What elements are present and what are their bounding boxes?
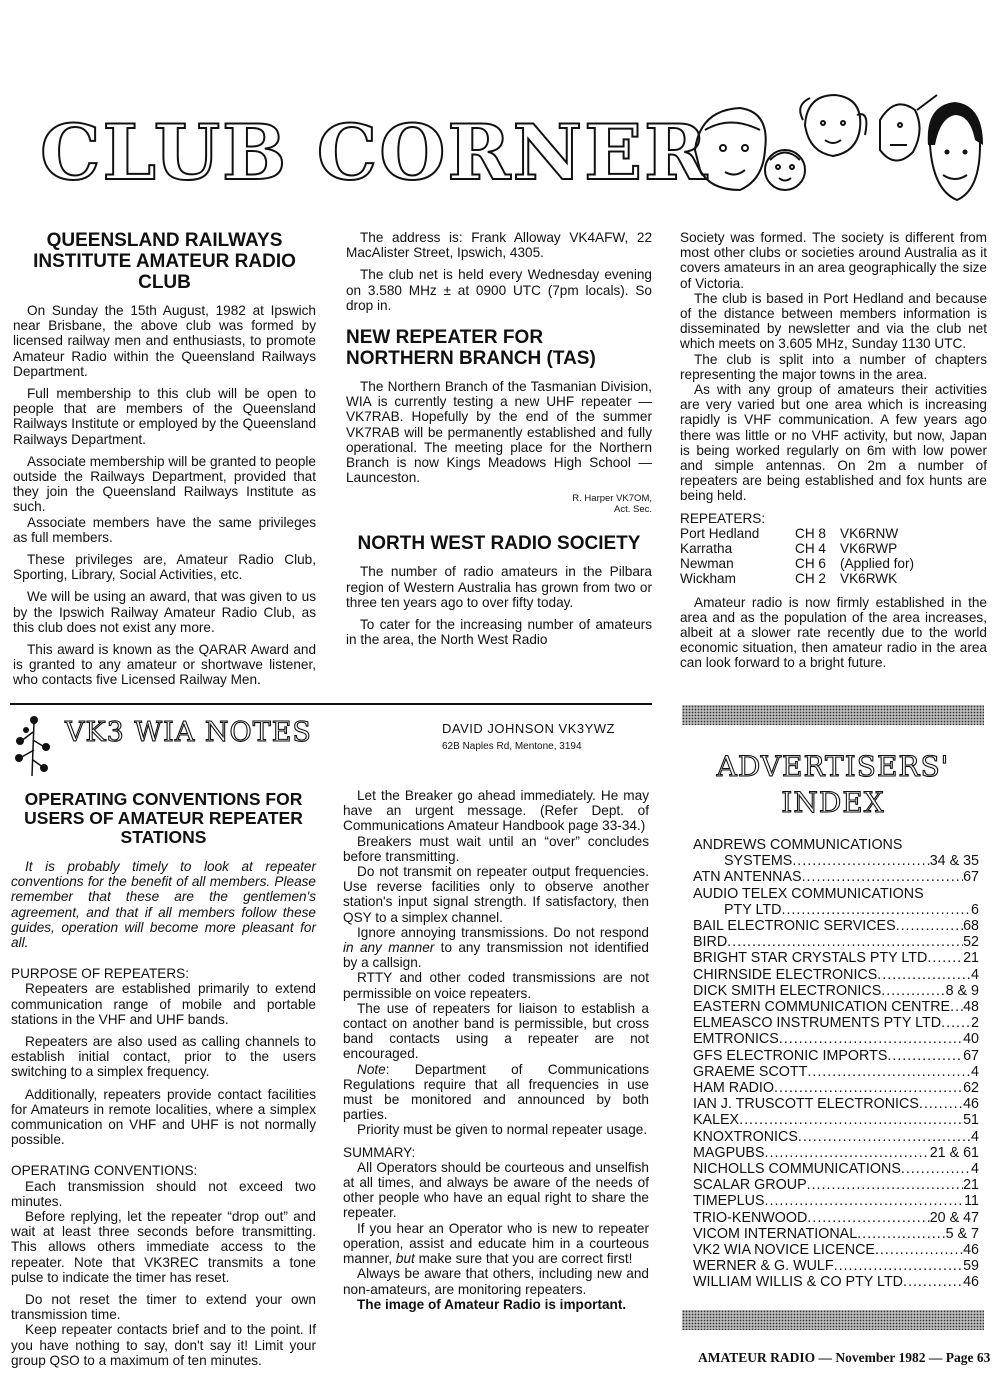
convention-paragraph: Priority must be given to normal repeater usage.: [357, 1122, 648, 1138]
advertiser-name: BIRD: [693, 934, 728, 951]
note-emphasis: Note: [357, 1061, 386, 1077]
convention-paragraph: Before replying, let the repeater “drop out” and wait at least three seconds before transmitting. This allows others immediate access to the repeater. Note that VK3REC transmits a tone pulse to indicate the timer has reset.: [11, 1209, 316, 1285]
repeater-town: Newman: [680, 556, 734, 572]
advertiser-page: 62: [963, 1080, 979, 1097]
nw-paragraph: As with any group of amateurs their activities are very varied but one area which is increasing rapidly is VHF communication. A few years ago there was little or no VHF activity, but now, Japan is being worked regularly on 6m with low power and simple antennas. On 2m a number of repeaters are being established and fox hunts are being held.: [680, 382, 987, 504]
advertiser-entry: [693, 1015, 979, 1031]
qr-paragraph: Associate members have the same privileges as full members.: [13, 514, 316, 545]
advertiser-entry: [693, 1145, 979, 1161]
advertiser-name: BAIL ELECTRONIC SERVICES: [693, 918, 896, 935]
advertiser-entry: [693, 1242, 979, 1258]
dot-leader: [802, 869, 964, 885]
advertiser-entry: [693, 950, 979, 966]
advertiser-name: GFS ELECTRONIC IMPORTS: [693, 1047, 888, 1064]
advertisers-index-list: [693, 837, 979, 1291]
advertiser-entry: [693, 869, 979, 885]
advertiser-page: 48: [963, 999, 979, 1016]
convention-text: to any transmission not identified by a callsign.: [343, 940, 649, 971]
advertiser-entry: [693, 1080, 979, 1096]
dot-leader: [881, 983, 945, 999]
dot-leader: [798, 1129, 971, 1145]
summary-closing: The image of Amateur Radio is important.: [357, 1296, 627, 1312]
stipple-bar-top: [682, 705, 984, 725]
dot-leader: [765, 1193, 965, 1209]
advertiser-entry: [693, 1096, 979, 1112]
repeaters-table: [680, 526, 987, 587]
conventions-label: OPERATING CONVENTIONS:: [11, 1163, 198, 1179]
advertiser-page: 46: [963, 1096, 979, 1113]
wattle-icon: [10, 712, 60, 778]
advertiser-entry: [693, 999, 979, 1015]
advertiser-name: KNOXTRONICS: [693, 1128, 798, 1145]
advertiser-name: BRIGHT STAR CRYSTALS PTY LTD: [693, 950, 928, 967]
dot-leader: [774, 1080, 963, 1096]
qr-paragraph: The address is: Frank Alloway VK4AFW, 22 MacAlister Street, Ipswich, 4305.: [346, 230, 652, 261]
advertiser-name: GRAEME SCOTT: [693, 1063, 808, 1080]
dot-leader: [927, 950, 963, 966]
tas-signature-title: Act. Sec.: [613, 504, 652, 516]
dot-leader: [792, 853, 929, 869]
club-corner-banner: CLUB CORNER: [40, 108, 710, 197]
nw-paragraph: To cater for the increasing number of amateurs in the area, the North West Radio: [346, 617, 652, 648]
vk3-wia-notes-title: VK3 WIA NOTES: [65, 717, 312, 748]
author-name: DAVID JOHNSON VK3YWZ: [442, 721, 616, 736]
advertiser-page: 4: [971, 1128, 979, 1145]
author-address: 62B Naples Rd, Mentone, 3194: [442, 741, 582, 752]
advertiser-entry: [693, 1161, 979, 1177]
advertiser-page: 2: [971, 1015, 979, 1032]
qr-paragraph: This award is known as the QARAR Award and is granted to any amateur or shortwave listener, who contacts five Licensed Railway Men.: [13, 642, 316, 688]
purpose-paragraph: Additionally, repeaters provide contact facilities for Amateurs in remote localities, where a simplex communication on VHF and UHF is not normally possible.: [11, 1086, 316, 1148]
advertiser-name: WERNER & G. WULF: [693, 1258, 834, 1275]
summary-paragraph: Always be aware that others, including new and non-amateurs, are monitoring repeaters.: [343, 1266, 649, 1297]
advertiser-page: 67: [963, 1047, 979, 1064]
convention-paragraph: Do not transmit on repeater output frequencies. Use reverse facilities only to observe another station's input signal strength. If satisfactory, then QSY to a simplex channel.: [343, 864, 649, 925]
advertiser-name: AUDIO TELEX COMMUNICATIONS: [693, 885, 924, 902]
advertiser-page: 68: [963, 918, 979, 935]
convention-paragraph: Let the Breaker go ahead immediately. He may have an urgent message. (Refer Dept. of Communications Amateur Handbook page 33-34.): [343, 788, 649, 834]
summary-text: If you hear an Operator who is new to repeater operation, assist and educate him in a courteous manner,: [343, 1220, 649, 1267]
purpose-paragraph: Repeaters are also used as calling channels to establish initial contact, prior to the users switching to a simplex frequency.: [11, 1034, 316, 1080]
convention-paragraph: [343, 925, 649, 971]
repeater-callsign: VK6RWP: [840, 541, 898, 557]
advertiser-entry: [693, 1258, 979, 1274]
advertiser-name: VK2 WIA NOVICE LICENCE: [693, 1242, 875, 1259]
qr-paragraph: These privileges are, Amateur Radio Club, Sporting, Library, Social Activities, etc.: [13, 552, 316, 583]
dot-leader: [875, 1242, 963, 1258]
convention-paragraph: [343, 1062, 649, 1123]
dot-leader: [887, 1048, 963, 1064]
tas-signature-name: R. Harper VK7OM,: [572, 493, 652, 505]
advertiser-entry: [693, 1193, 979, 1209]
advertiser-page: 34 & 35: [929, 853, 979, 870]
repeater-town: Port Hedland: [680, 525, 760, 541]
advertiser-page: 67: [963, 869, 979, 886]
advertiser-name: KALEX: [693, 1112, 740, 1129]
advertiser-name: TIMEPLUS: [693, 1193, 765, 1210]
advertiser-name: EMTRONICS: [693, 1031, 779, 1048]
advertiser-page: 8 & 9: [945, 982, 979, 999]
dot-leader: [877, 967, 971, 983]
dot-leader: [765, 1145, 930, 1161]
summary-text: make sure that you are correct first!: [418, 1251, 633, 1267]
tas-paragraph: The Northern Branch of the Tasmanian Division, WIA is currently testing a new UHF repeater — VK7RAB. Hopefully by the end of the summer VK7RAB will be permanently established and fully operational. The meeting place for the Northern Branch is now Kings Meadows High School — Launceston.: [346, 379, 652, 486]
dot-leader: [941, 1015, 971, 1031]
convention-paragraph: Each transmission should not exceed two minutes.: [11, 1178, 316, 1209]
advertiser-name: TRIO-KENWOOD: [693, 1209, 808, 1226]
advertiser-name: HAM RADIO: [693, 1080, 775, 1097]
advertiser-page: 11: [964, 1193, 979, 1210]
nw-paragraph: Society was formed. The society is different from most other clubs or societies around Australia as it covers amateurs in an area geographically the size of Victoria.: [680, 230, 987, 291]
dot-leader: [903, 1274, 963, 1290]
convention-paragraph: Keep repeater contacts brief and to the point. If you have nothing to say, don't say it! Limit your group QSO to a maximum of ten minutes.: [11, 1322, 316, 1368]
advertiser-entry: [693, 918, 979, 934]
advertiser-name: SCALAR GROUP: [693, 1177, 807, 1194]
cartoon-faces-illustration: [685, 90, 985, 210]
dot-leader: [896, 918, 963, 934]
qr-paragraph: Associate membership will be granted to people outside the Railways Department, provided that they join the Queensland Railways Institute as such.: [13, 453, 316, 515]
advertiser-name: IAN J. TRUSCOTT ELECTRONICS: [693, 1096, 919, 1113]
dot-leader: [781, 902, 971, 918]
purpose-paragraph: Repeaters are established primarily to extend communication range of mobile and portable stations in the VHF and UHF bands.: [11, 981, 316, 1027]
advertiser-page: 51: [963, 1112, 979, 1129]
dot-leader: [857, 1226, 945, 1242]
advertiser-name: PTY LTD: [724, 901, 782, 918]
advertiser-name: NICHOLLS COMMUNICATIONS: [693, 1161, 901, 1178]
advertiser-entry: [693, 1112, 979, 1128]
advertiser-page: 21: [963, 1177, 979, 1194]
advertiser-entry: [693, 1064, 979, 1080]
advertiser-name: WILLIAM WILLIS & CO PTY LTD: [693, 1274, 903, 1291]
repeater-channel: CH 6: [795, 556, 826, 572]
dot-leader: [807, 1210, 929, 1226]
tas-heading: NEW REPEATER FOR NORTHERN BRANCH (TAS): [346, 327, 596, 370]
advertiser-entry: [693, 1177, 979, 1193]
repeater-channel: CH 2: [795, 571, 826, 587]
advertiser-page: 4: [971, 1063, 979, 1080]
dot-leader: [834, 1258, 964, 1274]
repeater-town: Wickham: [680, 571, 736, 587]
advertiser-name: ATN ANTENNAS: [693, 869, 802, 886]
dot-leader: [807, 1064, 971, 1080]
qr-paragraph: We will be using an award, that was given to us by the Ipswich Railway Amateur Radio Club, as this club does not exist any more.: [13, 589, 316, 635]
advertiser-name: CHIRNSIDE ELECTRONICS: [693, 966, 878, 983]
tas-signature: [346, 493, 652, 515]
nw-paragraph: The number of radio amateurs in the Pilbara region of Western Australia has grown from two or three ten years ago to over fifty today.: [346, 564, 652, 610]
advertiser-name: DICK SMITH ELECTRONICS: [693, 982, 882, 999]
convention-text: : Department of Communications Regulations require that all frequencies in use must be monitored and announced by both parties.: [343, 1061, 649, 1123]
advertiser-name: SYSTEMS: [724, 853, 793, 870]
vk3-article-column-2: [343, 788, 649, 1312]
section-divider: [10, 703, 652, 705]
dot-leader: [919, 1096, 963, 1112]
convention-paragraph: RTTY and other coded transmissions are not permissible on voice repeaters.: [343, 970, 649, 1001]
dot-leader: [807, 1177, 963, 1193]
advertiser-entry: [693, 853, 979, 869]
advertiser-entry: [693, 967, 979, 983]
advertiser-page: 59: [963, 1258, 979, 1275]
convention-emphasis: in any manner: [343, 940, 435, 956]
advertiser-name: ELMEASCO INSTRUMENTS PTY LTD: [693, 1015, 942, 1032]
dot-leader: [901, 1161, 971, 1177]
qr-paragraph: Full membership to this club will be open to people that are members of the Queensland Railways Institute or employed by the Queensland Railways Department.: [13, 386, 316, 447]
repeater-channel: CH 8: [795, 525, 826, 541]
advertiser-entry: [693, 886, 979, 902]
dot-leader: [779, 1031, 963, 1047]
advertiser-page: 21: [963, 950, 979, 967]
advertiser-page: 40: [963, 1031, 979, 1048]
index-title: INDEX: [781, 786, 885, 819]
advertiser-entry: [693, 1226, 979, 1242]
page-footer: AMATEUR RADIO — November 1982 — Page 63: [698, 1350, 991, 1365]
advertiser-page: 52: [963, 934, 979, 951]
nw-heading: NORTH WEST RADIO SOCIETY: [357, 533, 641, 555]
advertiser-page: 6: [971, 901, 979, 918]
summary-paragraph: All Operators should be courteous and unselfish at all times, and always be aware of the needs of other people who have an equal right to share the repeater.: [343, 1159, 649, 1221]
advertiser-entry: [693, 1274, 979, 1290]
advertiser-entry: [693, 1129, 979, 1145]
summary-label: SUMMARY:: [343, 1144, 416, 1160]
nw-paragraph: Amateur radio is now firmly established in the area and as the population of the area increases, albeit at a slower rate recently due to the world economic situation, then amateur radio in the area can look forward to a bright future.: [680, 594, 987, 671]
qr-heading: QUEENSLAND RAILWAYS INSTITUTE AMATEUR RADIO CLUB: [33, 230, 296, 293]
advertisers-title: ADVERTISERS': [716, 750, 950, 783]
operating-conventions-heading: OPERATING CONVENTIONS FOR USERS OF AMATEUR REPEATER STATIONS: [24, 789, 303, 847]
advertiser-page: 5 & 7: [945, 1225, 979, 1242]
purpose-label: PURPOSE OF REPEATERS:: [11, 966, 190, 982]
qr-paragraph: On Sunday the 15th August, 1982 at Ipswich near Brisbane, the above club was formed by licensed railway men and enthusiasts, to promote Amateur Radio within the Queensland Railways Department.: [13, 303, 316, 379]
advertiser-entry: [693, 837, 979, 853]
advertiser-page: 4: [971, 1161, 979, 1178]
repeater-callsign: VK6RNW: [840, 525, 899, 541]
summary-emphasis: but: [395, 1251, 415, 1267]
convention-text: Ignore annoying transmissions. Do not respond: [357, 924, 649, 940]
repeater-callsign: VK6RWK: [840, 571, 898, 587]
repeater-channel: CH 4: [795, 541, 826, 557]
repeaters-label: REPEATERS:: [680, 510, 766, 526]
convention-paragraph: The use of repeaters for liaison to establish a contact on another band is permissible, but cross band contacts using a repeater are not encouraged.: [343, 1000, 649, 1062]
advertiser-entry: [693, 1048, 979, 1064]
dot-leader: [950, 999, 963, 1015]
vk3-article-column-1: [11, 790, 316, 1375]
nw-article-column: [680, 230, 987, 678]
stipple-bar-bottom: [682, 1310, 984, 1330]
advertiser-name: ANDREWS COMMUNICATIONS: [693, 837, 903, 853]
convention-paragraph: Breakers must wait until an “over” concludes before transmitting.: [343, 833, 649, 864]
advertiser-entry: [693, 902, 979, 918]
advertiser-name: EASTERN COMMUNICATION CENTRE: [693, 999, 951, 1016]
advertiser-entry: [693, 983, 979, 999]
advertiser-page: 46: [963, 1242, 979, 1259]
advertiser-page: 46: [963, 1274, 979, 1291]
repeater-callsign: (Applied for): [840, 556, 915, 572]
advertiser-page: 4: [971, 966, 979, 983]
nw-paragraph: The club is based in Port Hedland and because of the distance between members information is disseminated by newsletter and via the club net which meets on 3.605 MHz, Sunday 1130 UTC.: [680, 290, 987, 352]
advertiser-entry: [693, 1031, 979, 1047]
advertiser-page: 20 & 47: [929, 1209, 979, 1226]
nw-paragraph: The club is split into a number of chapters representing the major towns in the area.: [680, 351, 987, 382]
qr-paragraph: The club net is held every Wednesday evening on 3.580 MHz ± at 0900 UTC (7pm locals). So drop in.: [346, 267, 652, 313]
dot-leader: [727, 934, 963, 950]
qr-article-column: [13, 230, 316, 695]
repeater-town: Karratha: [680, 541, 733, 557]
advertiser-entry: [693, 1210, 979, 1226]
advertiser-page: 21 & 61: [929, 1144, 979, 1161]
advertiser-name: VICOM INTERNATIONAL: [693, 1225, 858, 1242]
convention-paragraph: Do not reset the timer to extend your own transmission time.: [11, 1292, 316, 1323]
advertiser-entry: [693, 934, 979, 950]
summary-paragraph: [343, 1221, 649, 1267]
dot-leader: [739, 1112, 963, 1128]
advertiser-name: MAGPUBS: [693, 1144, 765, 1161]
middle-top-column: [346, 230, 652, 647]
intro-paragraph: It is probably timely to look at repeater conventions for the benefit of all members. Please remember that these are the gentlemen's agreement, and that if all members follow these guides, operation will become more pleasant for all.: [11, 859, 316, 951]
